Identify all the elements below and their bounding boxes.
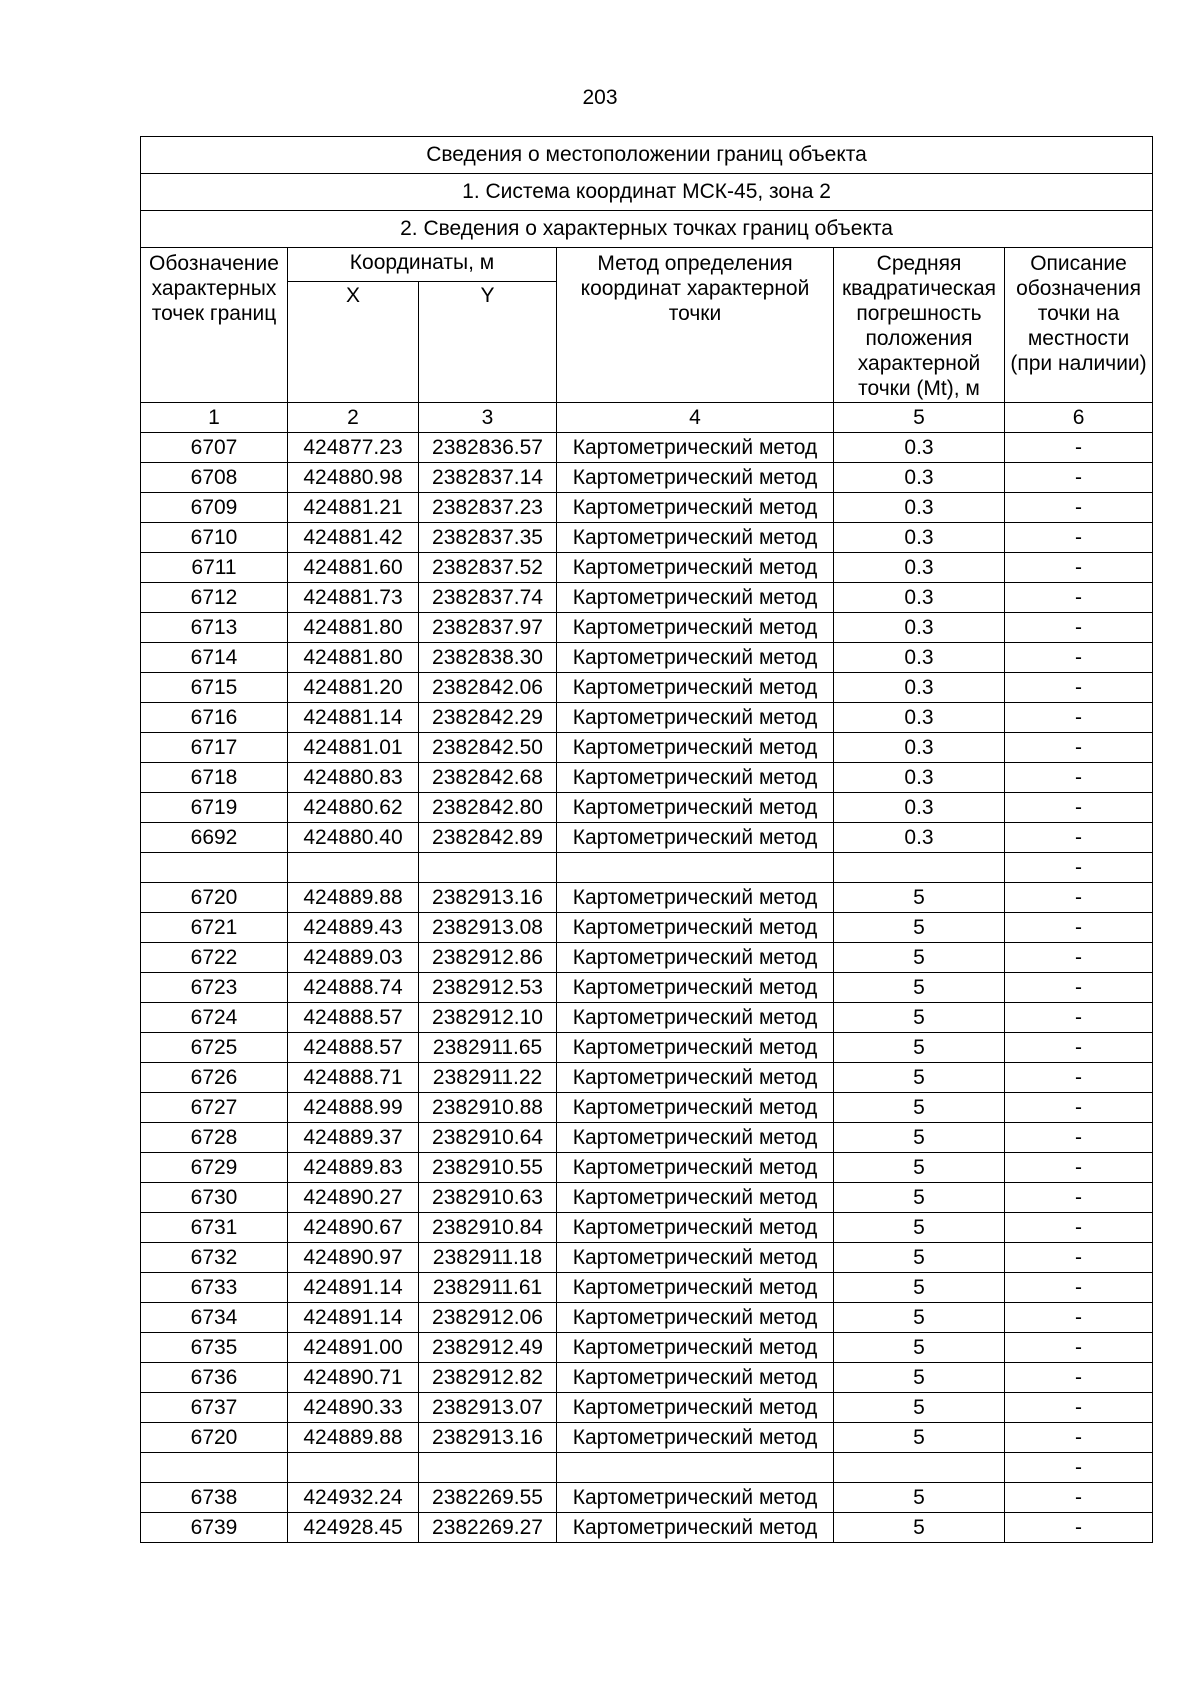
error-cell: 0.3 <box>834 553 1005 583</box>
table-row <box>141 1183 1153 1213</box>
column-number: 3 <box>419 403 557 433</box>
x-coordinate-cell: 424890.27 <box>288 1183 419 1213</box>
method-cell <box>557 853 834 883</box>
description-cell: - <box>1005 1183 1153 1213</box>
error-cell: 5 <box>834 1003 1005 1033</box>
error-cell: 0.3 <box>834 433 1005 463</box>
error-cell: 5 <box>834 1213 1005 1243</box>
method-cell: Картометрический метод <box>557 1333 834 1363</box>
x-coordinate-cell: 424881.42 <box>288 523 419 553</box>
description-cell: - <box>1005 643 1153 673</box>
table-row <box>141 1513 1153 1543</box>
point-id-cell: 6724 <box>141 1003 288 1033</box>
table-row <box>141 823 1153 853</box>
method-cell: Картометрический метод <box>557 1033 834 1063</box>
table-row <box>141 493 1153 523</box>
method-cell: Картометрический метод <box>557 883 834 913</box>
error-cell: 5 <box>834 913 1005 943</box>
method-cell: Картометрический метод <box>557 1483 834 1513</box>
description-cell: - <box>1005 1483 1153 1513</box>
method-cell: Картометрический метод <box>557 493 834 523</box>
y-coordinate-cell: 2382837.35 <box>419 523 557 553</box>
section-title: 2. Сведения о характерных точках границ объекта <box>141 211 1153 248</box>
x-coordinate-cell: 424880.40 <box>288 823 419 853</box>
table-row <box>141 1393 1153 1423</box>
method-cell: Картометрический метод <box>557 1303 834 1333</box>
method-cell: Картометрический метод <box>557 1003 834 1033</box>
description-cell: - <box>1005 433 1153 463</box>
table-row <box>141 793 1153 823</box>
column-number: 2 <box>288 403 419 433</box>
method-cell: Картометрический метод <box>557 1063 834 1093</box>
x-coordinate-cell: 424889.88 <box>288 883 419 913</box>
point-id-cell: 6723 <box>141 973 288 1003</box>
y-coordinate-cell: 2382912.86 <box>419 943 557 973</box>
x-coordinate-cell: 424880.98 <box>288 463 419 493</box>
point-id-cell: 6729 <box>141 1153 288 1183</box>
point-id-cell: 6732 <box>141 1243 288 1273</box>
y-coordinate-cell: 2382912.49 <box>419 1333 557 1363</box>
x-coordinate-cell: 424881.80 <box>288 643 419 673</box>
description-cell: - <box>1005 1273 1153 1303</box>
error-cell: 0.3 <box>834 643 1005 673</box>
table-row <box>141 1123 1153 1153</box>
description-cell: - <box>1005 463 1153 493</box>
description-cell: - <box>1005 583 1153 613</box>
point-id-cell: 6736 <box>141 1363 288 1393</box>
method-cell: Картометрический метод <box>557 1183 834 1213</box>
error-cell: 0.3 <box>834 523 1005 553</box>
error-cell: 5 <box>834 1513 1005 1543</box>
description-cell: - <box>1005 793 1153 823</box>
point-id-cell: 6731 <box>141 1213 288 1243</box>
method-cell: Картометрический метод <box>557 433 834 463</box>
y-coordinate-cell: 2382837.97 <box>419 613 557 643</box>
y-coordinate-cell: 2382913.16 <box>419 1423 557 1453</box>
method-cell: Картометрический метод <box>557 583 834 613</box>
y-coordinate-cell: 2382912.82 <box>419 1363 557 1393</box>
description-cell: - <box>1005 1303 1153 1333</box>
method-cell: Картометрический метод <box>557 553 834 583</box>
point-id-cell: 6719 <box>141 793 288 823</box>
header-y: Y <box>419 282 557 403</box>
point-id-cell: 6712 <box>141 583 288 613</box>
point-id-cell: 6715 <box>141 673 288 703</box>
description-cell: - <box>1005 883 1153 913</box>
error-cell: 5 <box>834 1123 1005 1153</box>
table-row <box>141 1423 1153 1453</box>
x-coordinate-cell: 424890.71 <box>288 1363 419 1393</box>
page-number: 203 <box>582 86 618 109</box>
y-coordinate-cell: 2382910.55 <box>419 1153 557 1183</box>
method-cell: Картометрический метод <box>557 763 834 793</box>
description-cell: - <box>1005 973 1153 1003</box>
x-coordinate-cell: 424880.83 <box>288 763 419 793</box>
y-coordinate-cell: 2382910.84 <box>419 1213 557 1243</box>
x-coordinate-cell: 424891.14 <box>288 1273 419 1303</box>
method-cell: Картометрический метод <box>557 943 834 973</box>
x-coordinate-cell: 424891.14 <box>288 1303 419 1333</box>
header-error: Средняя квадратическая погрешность положения характерной точки (Mt), м <box>834 248 1005 403</box>
table-row <box>141 763 1153 793</box>
x-coordinate-cell: 424890.67 <box>288 1213 419 1243</box>
error-cell: 5 <box>834 1333 1005 1363</box>
description-cell: - <box>1005 1033 1153 1063</box>
y-coordinate-cell: 2382838.30 <box>419 643 557 673</box>
description-cell: - <box>1005 1333 1153 1363</box>
description-cell: - <box>1005 1513 1153 1543</box>
column-number: 1 <box>141 403 288 433</box>
table-row <box>141 643 1153 673</box>
x-coordinate-cell: 424889.88 <box>288 1423 419 1453</box>
x-coordinate-cell: 424881.21 <box>288 493 419 523</box>
x-coordinate-cell: 424889.37 <box>288 1123 419 1153</box>
table-row <box>141 1243 1153 1273</box>
y-coordinate-cell: 2382910.88 <box>419 1093 557 1123</box>
x-coordinate-cell: 424928.45 <box>288 1513 419 1543</box>
table-row <box>141 1483 1153 1513</box>
description-cell: - <box>1005 943 1153 973</box>
coordinate-system: 1. Система координат МСК-45, зона 2 <box>141 174 1153 211</box>
error-cell: 0.3 <box>834 493 1005 523</box>
description-cell: - <box>1005 1453 1153 1483</box>
point-id-cell: 6734 <box>141 1303 288 1333</box>
error-cell: 5 <box>834 1483 1005 1513</box>
table-row <box>141 673 1153 703</box>
x-coordinate-cell: 424889.03 <box>288 943 419 973</box>
x-coordinate-cell: 424888.71 <box>288 1063 419 1093</box>
error-cell: 5 <box>834 883 1005 913</box>
method-cell: Картометрический метод <box>557 1273 834 1303</box>
y-coordinate-cell: 2382836.57 <box>419 433 557 463</box>
error-cell: 0.3 <box>834 463 1005 493</box>
description-cell: - <box>1005 1243 1153 1273</box>
table-row <box>141 1063 1153 1093</box>
method-cell: Картометрический метод <box>557 523 834 553</box>
method-cell: Картометрический метод <box>557 1423 834 1453</box>
point-id-cell: 6708 <box>141 463 288 493</box>
y-coordinate-cell: 2382269.27 <box>419 1513 557 1543</box>
table-row <box>141 1363 1153 1393</box>
error-cell <box>834 853 1005 883</box>
error-cell: 0.3 <box>834 733 1005 763</box>
table-row <box>141 1153 1153 1183</box>
table-row <box>141 1093 1153 1123</box>
x-coordinate-cell <box>288 853 419 883</box>
description-cell: - <box>1005 1363 1153 1393</box>
column-number-row <box>141 403 1153 433</box>
header-description: Описание обозначения точки на местности (при наличии) <box>1005 248 1153 403</box>
method-cell: Картометрический метод <box>557 973 834 1003</box>
point-id-cell: 6735 <box>141 1333 288 1363</box>
description-cell: - <box>1005 763 1153 793</box>
point-id-cell: 6717 <box>141 733 288 763</box>
method-cell: Картометрический метод <box>557 643 834 673</box>
error-cell: 0.3 <box>834 583 1005 613</box>
y-coordinate-cell: 2382912.53 <box>419 973 557 1003</box>
table-row <box>141 1453 1153 1483</box>
point-id-cell: 6728 <box>141 1123 288 1153</box>
y-coordinate-cell: 2382837.52 <box>419 553 557 583</box>
method-cell: Картометрический метод <box>557 1123 834 1153</box>
table-row <box>141 853 1153 883</box>
table-row <box>141 433 1153 463</box>
table-row <box>141 583 1153 613</box>
y-coordinate-cell: 2382910.63 <box>419 1183 557 1213</box>
x-coordinate-cell: 424881.01 <box>288 733 419 763</box>
table-row <box>141 913 1153 943</box>
y-coordinate-cell: 2382913.08 <box>419 913 557 943</box>
x-coordinate-cell: 424881.80 <box>288 613 419 643</box>
table-row <box>141 1303 1153 1333</box>
header-x: X <box>288 282 419 403</box>
method-cell <box>557 1453 834 1483</box>
method-cell: Картометрический метод <box>557 1093 834 1123</box>
description-cell: - <box>1005 1153 1153 1183</box>
table-row <box>141 1213 1153 1243</box>
y-coordinate-cell: 2382911.18 <box>419 1243 557 1273</box>
x-coordinate-cell: 424932.24 <box>288 1483 419 1513</box>
method-cell: Картометрический метод <box>557 703 834 733</box>
error-cell: 0.3 <box>834 703 1005 733</box>
y-coordinate-cell: 2382842.80 <box>419 793 557 823</box>
method-cell: Картометрический метод <box>557 1213 834 1243</box>
method-cell: Картометрический метод <box>557 1153 834 1183</box>
description-cell: - <box>1005 613 1153 643</box>
error-cell: 0.3 <box>834 823 1005 853</box>
table-title: Сведения о местоположении границ объекта <box>141 137 1153 174</box>
x-coordinate-cell: 424881.73 <box>288 583 419 613</box>
method-cell: Картометрический метод <box>557 463 834 493</box>
description-cell: - <box>1005 553 1153 583</box>
x-coordinate-cell: 424889.43 <box>288 913 419 943</box>
point-id-cell: 6739 <box>141 1513 288 1543</box>
x-coordinate-cell: 424888.99 <box>288 1093 419 1123</box>
y-coordinate-cell: 2382912.10 <box>419 1003 557 1033</box>
table-row <box>141 1033 1153 1063</box>
description-cell: - <box>1005 1213 1153 1243</box>
error-cell: 5 <box>834 1273 1005 1303</box>
error-cell: 5 <box>834 1423 1005 1453</box>
y-coordinate-cell: 2382837.23 <box>419 493 557 523</box>
y-coordinate-cell: 2382842.68 <box>419 763 557 793</box>
error-cell: 5 <box>834 1153 1005 1183</box>
point-id-cell: 6726 <box>141 1063 288 1093</box>
error-cell: 5 <box>834 1033 1005 1063</box>
table-row <box>141 733 1153 763</box>
point-id-cell: 6721 <box>141 913 288 943</box>
point-id-cell: 6722 <box>141 943 288 973</box>
table-row <box>141 523 1153 553</box>
error-cell: 5 <box>834 943 1005 973</box>
point-id-cell <box>141 1453 288 1483</box>
point-id-cell: 6714 <box>141 643 288 673</box>
point-id-cell: 6711 <box>141 553 288 583</box>
header-point: Обозначение характерных точек границ <box>141 248 288 403</box>
description-cell: - <box>1005 733 1153 763</box>
error-cell: 0.3 <box>834 613 1005 643</box>
header-coords: Координаты, м <box>288 248 557 282</box>
point-id-cell: 6738 <box>141 1483 288 1513</box>
x-coordinate-cell: 424890.33 <box>288 1393 419 1423</box>
point-id-cell: 6720 <box>141 1423 288 1453</box>
x-coordinate-cell <box>288 1453 419 1483</box>
description-cell: - <box>1005 1423 1153 1453</box>
y-coordinate-cell <box>419 853 557 883</box>
point-id-cell: 6709 <box>141 493 288 523</box>
description-cell: - <box>1005 523 1153 553</box>
description-cell: - <box>1005 1093 1153 1123</box>
y-coordinate-cell: 2382842.29 <box>419 703 557 733</box>
method-cell: Картометрический метод <box>557 673 834 703</box>
error-cell: 0.3 <box>834 793 1005 823</box>
table-row <box>141 973 1153 1003</box>
error-cell: 5 <box>834 1393 1005 1423</box>
point-id-cell <box>141 853 288 883</box>
description-cell: - <box>1005 853 1153 883</box>
description-cell: - <box>1005 823 1153 853</box>
table-row <box>141 1273 1153 1303</box>
error-cell: 5 <box>834 973 1005 1003</box>
header-method: Метод определения координат характерной точки <box>557 248 834 403</box>
point-id-cell: 6707 <box>141 433 288 463</box>
error-cell: 0.3 <box>834 673 1005 703</box>
y-coordinate-cell: 2382910.64 <box>419 1123 557 1153</box>
y-coordinate-cell: 2382911.22 <box>419 1063 557 1093</box>
table-row <box>141 613 1153 643</box>
table-row <box>141 1003 1153 1033</box>
y-coordinate-cell <box>419 1453 557 1483</box>
column-number: 5 <box>834 403 1005 433</box>
error-cell: 0.3 <box>834 763 1005 793</box>
table-row <box>141 553 1153 583</box>
point-id-cell: 6718 <box>141 763 288 793</box>
method-cell: Картометрический метод <box>557 1243 834 1273</box>
point-id-cell: 6692 <box>141 823 288 853</box>
point-id-cell: 6716 <box>141 703 288 733</box>
description-cell: - <box>1005 1123 1153 1153</box>
method-cell: Картометрический метод <box>557 613 834 643</box>
y-coordinate-cell: 2382269.55 <box>419 1483 557 1513</box>
x-coordinate-cell: 424888.57 <box>288 1033 419 1063</box>
y-coordinate-cell: 2382842.06 <box>419 673 557 703</box>
x-coordinate-cell: 424881.60 <box>288 553 419 583</box>
description-cell: - <box>1005 913 1153 943</box>
x-coordinate-cell: 424891.00 <box>288 1333 419 1363</box>
description-cell: - <box>1005 1063 1153 1093</box>
error-cell <box>834 1453 1005 1483</box>
error-cell: 5 <box>834 1183 1005 1213</box>
x-coordinate-cell: 424888.57 <box>288 1003 419 1033</box>
point-id-cell: 6720 <box>141 883 288 913</box>
table-row <box>141 883 1153 913</box>
column-number: 4 <box>557 403 834 433</box>
point-id-cell: 6725 <box>141 1033 288 1063</box>
x-coordinate-cell: 424889.83 <box>288 1153 419 1183</box>
boundary-points-table <box>140 136 1153 1543</box>
table-row <box>141 943 1153 973</box>
description-cell: - <box>1005 673 1153 703</box>
y-coordinate-cell: 2382913.16 <box>419 883 557 913</box>
y-coordinate-cell: 2382912.06 <box>419 1303 557 1333</box>
error-cell: 5 <box>834 1093 1005 1123</box>
table-row <box>141 463 1153 493</box>
x-coordinate-cell: 424881.20 <box>288 673 419 703</box>
point-id-cell: 6737 <box>141 1393 288 1423</box>
point-id-cell: 6733 <box>141 1273 288 1303</box>
method-cell: Картометрический метод <box>557 1513 834 1543</box>
error-cell: 5 <box>834 1363 1005 1393</box>
method-cell: Картометрический метод <box>557 913 834 943</box>
method-cell: Картометрический метод <box>557 1393 834 1423</box>
x-coordinate-cell: 424888.74 <box>288 973 419 1003</box>
point-id-cell: 6727 <box>141 1093 288 1123</box>
method-cell: Картометрический метод <box>557 823 834 853</box>
y-coordinate-cell: 2382913.07 <box>419 1393 557 1423</box>
x-coordinate-cell: 424877.23 <box>288 433 419 463</box>
description-cell: - <box>1005 1003 1153 1033</box>
point-id-cell: 6713 <box>141 613 288 643</box>
x-coordinate-cell: 424880.62 <box>288 793 419 823</box>
x-coordinate-cell: 424881.14 <box>288 703 419 733</box>
method-cell: Картометрический метод <box>557 793 834 823</box>
y-coordinate-cell: 2382837.14 <box>419 463 557 493</box>
method-cell: Картометрический метод <box>557 733 834 763</box>
error-cell: 5 <box>834 1063 1005 1093</box>
table-row <box>141 703 1153 733</box>
description-cell: - <box>1005 493 1153 523</box>
table-row <box>141 1333 1153 1363</box>
y-coordinate-cell: 2382842.89 <box>419 823 557 853</box>
description-cell: - <box>1005 703 1153 733</box>
error-cell: 5 <box>834 1243 1005 1273</box>
point-id-cell: 6730 <box>141 1183 288 1213</box>
y-coordinate-cell: 2382911.61 <box>419 1273 557 1303</box>
error-cell: 5 <box>834 1303 1005 1333</box>
y-coordinate-cell: 2382911.65 <box>419 1033 557 1063</box>
method-cell: Картометрический метод <box>557 1363 834 1393</box>
description-cell: - <box>1005 1393 1153 1423</box>
point-id-cell: 6710 <box>141 523 288 553</box>
column-number: 6 <box>1005 403 1153 433</box>
y-coordinate-cell: 2382842.50 <box>419 733 557 763</box>
y-coordinate-cell: 2382837.74 <box>419 583 557 613</box>
x-coordinate-cell: 424890.97 <box>288 1243 419 1273</box>
